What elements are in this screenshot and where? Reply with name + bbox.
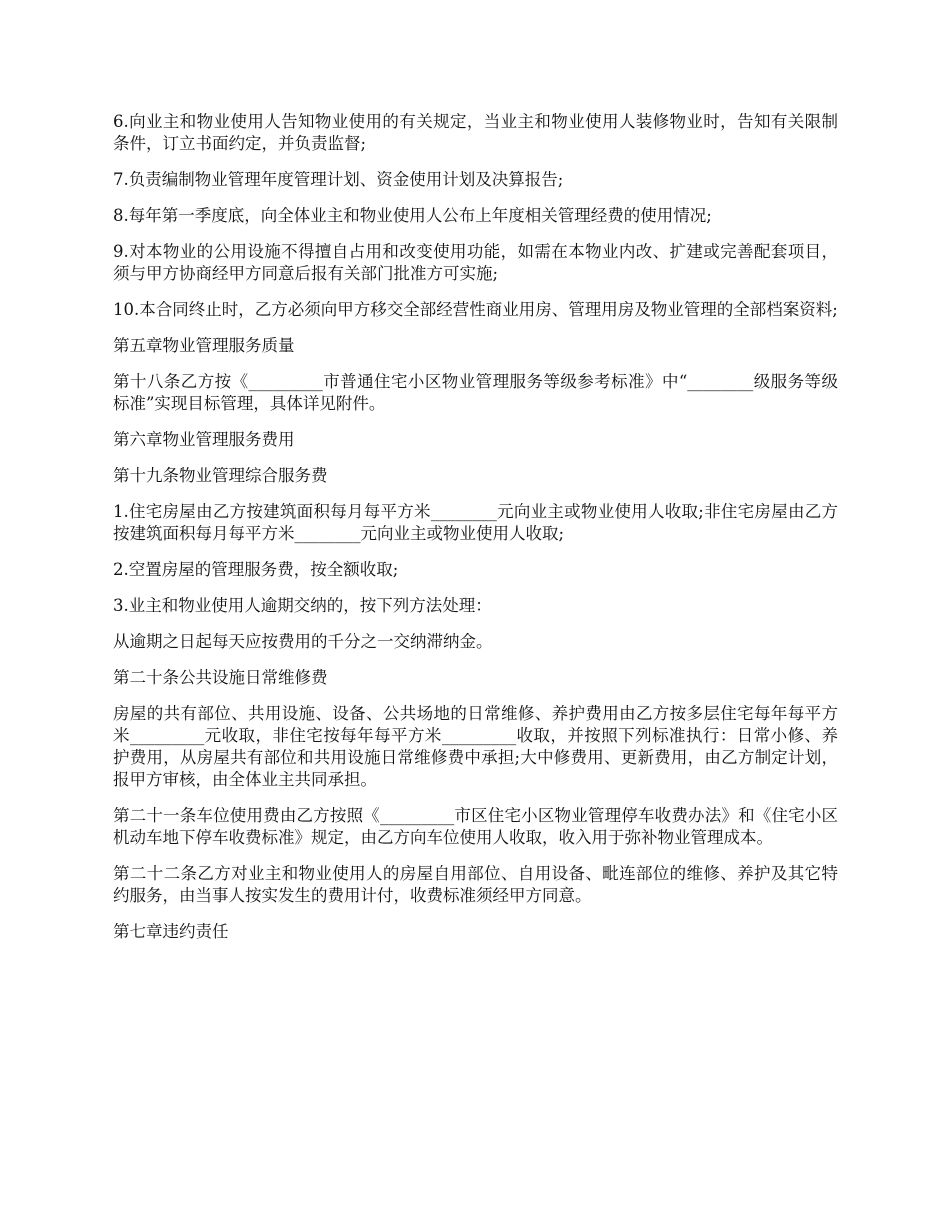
late-fee-paragraph: 从逾期之日起每天应按费用的千分之一交纳滞纳金。 (113, 632, 493, 651)
paragraph-clause-8: 8.每年第一季度底，向全体业主和物业使用人公布上年度相关管理经费的使用情况; (113, 206, 712, 225)
article-20-body: 房屋的共有部位、共用设施、设备、公共场地的日常维修、养护费用由乙方按多层住宅每年每平方米_________元收取，非住宅按每年每平方米_________收取，并按照下列标准执行：日常小修、养护费用，从房屋共有部位和共用设施日常维修费中承担;大中修费用、更新费用，由乙方制定计划，报甲方审核，由全体业主共同承担。 (113, 704, 838, 789)
article-20-heading: 第二十条公共设施日常维修费 (113, 668, 328, 687)
chapter-heading-6: 第六章物业管理服务费用 (113, 430, 295, 449)
article-21: 第二十一条车位使用费由乙方按照《_________市区住宅小区物业管理停车收费办法》和《住宅小区机动车地下停车收费标准》规定，由乙方向车位使用人收取，收入用于弥补物业管理成本。 (113, 806, 838, 847)
chapter-heading-5: 第五章物业管理服务质量 (113, 336, 295, 355)
article-19-item-1: 1.住宅房屋由乙方按建筑面积每月每平方米________元向业主或物业使用人收取;非住宅房屋由乙方按建筑面积每月每平方米________元向业主或物业使用人收取; (113, 502, 838, 543)
document-body (113, 111, 838, 957)
article-19-item-3: 3.业主和物业使用人逾期交纳的，按下列方法处理： (113, 596, 492, 615)
paragraph-clause-9: 9.对本物业的公用设施不得擅自占用和改变使用功能，如需在本物业内改、扩建或完善配套项目，须与甲方协商经甲方同意后报有关部门批准方可实施; (113, 242, 838, 283)
article-22: 第二十二条乙方对业主和物业使用人的房屋自用部位、自用设备、毗连部位的维修、养护及其它特约服务，由当事人按实发生的费用计付，收费标准须经甲方同意。 (113, 864, 838, 905)
article-18: 第十八条乙方按《_________市普通住宅小区物业管理服务等级参考标准》中“________级服务等级标准”实现目标管理，具体详见附件。 (113, 372, 838, 413)
paragraph-clause-6: 6.向业主和物业使用人告知物业使用的有关规定，当业主和物业使用人装修物业时，告知有关限制条件，订立书面约定，并负责监督; (113, 112, 838, 153)
paragraph-clause-10: 10.本合同终止时，乙方必须向甲方移交全部经营性商业用房、管理用房及物业管理的全部档案资料; (113, 300, 838, 319)
article-19-heading: 第十九条物业管理综合服务费 (113, 466, 328, 485)
chapter-heading-7: 第七章违约责任 (113, 922, 229, 941)
article-19-item-2: 2.空置房屋的管理服务费，按全额收取; (113, 560, 399, 579)
paragraph-clause-7: 7.负责编制物业管理年度管理计划、资金使用计划及决算报告; (113, 170, 564, 189)
